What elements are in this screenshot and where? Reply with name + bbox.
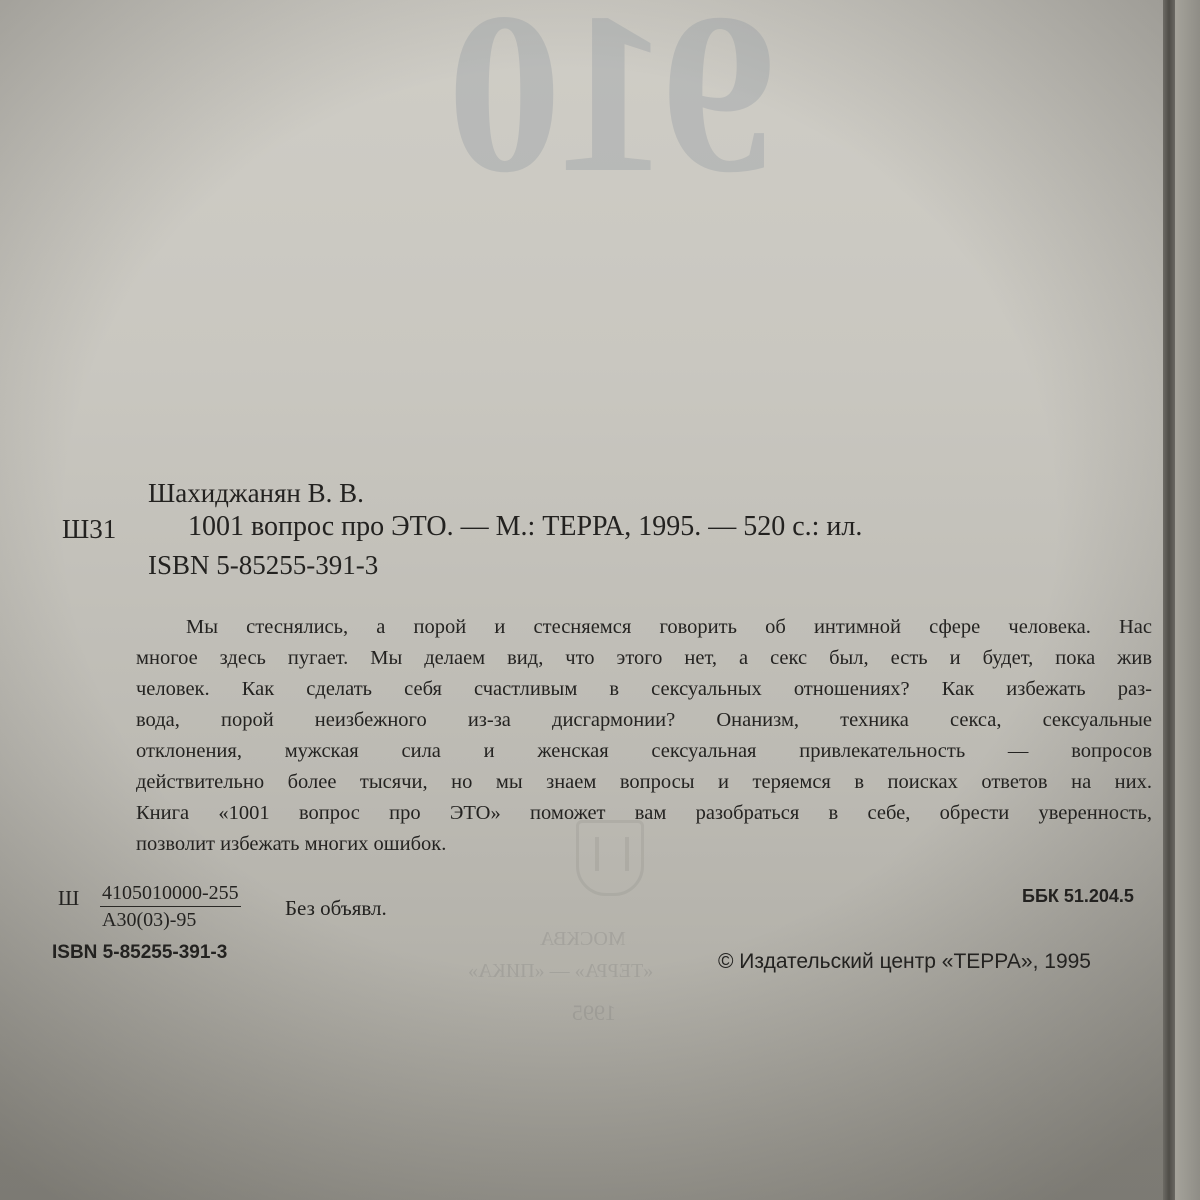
bbk-code: ББК 51.204.5 — [1022, 886, 1134, 906]
fraction-numerator: 4105010000-255 — [100, 880, 241, 907]
abstract-line: многое здесь пугает. Мы делаем вид, что этого нет, а секс был, есть и будет, пока жив — [136, 647, 1152, 669]
abstract-line: Мы стеснялись, а порой и стесняемся говорить об интимной сфере человека. Нас — [186, 616, 1152, 638]
abstract-line: человек. Как сделать себя счастливым в сексуальных отношениях? Как избежать раз- — [136, 678, 1152, 700]
fraction-denominator: А30(03)-95 — [102, 909, 197, 931]
no-ads-note: Без объявл. — [285, 896, 387, 920]
page-gutter-shadow — [1163, 0, 1175, 1200]
adjacent-page-edge — [1175, 0, 1200, 1200]
show-through-year: 1995 — [572, 1000, 616, 1025]
isbn-top: ISBN 5-85255-391-3 — [148, 550, 379, 580]
abstract-paragraph — [136, 612, 1152, 860]
index-fraction — [100, 880, 241, 933]
bibliographic-title-line: 1001 вопрос про ЭТО. — М.: ТЕРРА, 1995. — 520 с.: ил. — [188, 511, 863, 542]
abstract-line: Книга «1001 вопрос про ЭТО» поможет вам разобраться в себе, обрести уверенность, — [136, 802, 1152, 824]
show-through-city: МОСКВА — [540, 928, 626, 950]
show-through-number: 910 — [455, 0, 776, 220]
abstract-line: отклонения, мужская сила и женская сексуальная привлекательность — вопросов — [136, 740, 1152, 762]
abstract-line: действительно более тысячи, но мы знаем вопросы и теряемся в поисках ответов на них. — [136, 771, 1152, 793]
catalog-code: Ш31 — [62, 514, 117, 544]
isbn-bottom: ISBN 5-85255-391-3 — [52, 942, 228, 963]
copyright-line: © Издательский центр «ТЕРРА», 1995 — [718, 950, 1091, 973]
index-letter: Ш — [58, 886, 80, 910]
show-through-publisher: «ТЕРРА» — «ПИКА» — [468, 960, 654, 982]
abstract-line: позволит избежать многих ошибок. — [136, 833, 447, 855]
author-name: Шахиджанян В. В. — [148, 478, 364, 508]
abstract-line: вода, порой неизбежного из-за дисгармонии? Онанизм, техника секса, сексуальные — [136, 709, 1152, 731]
